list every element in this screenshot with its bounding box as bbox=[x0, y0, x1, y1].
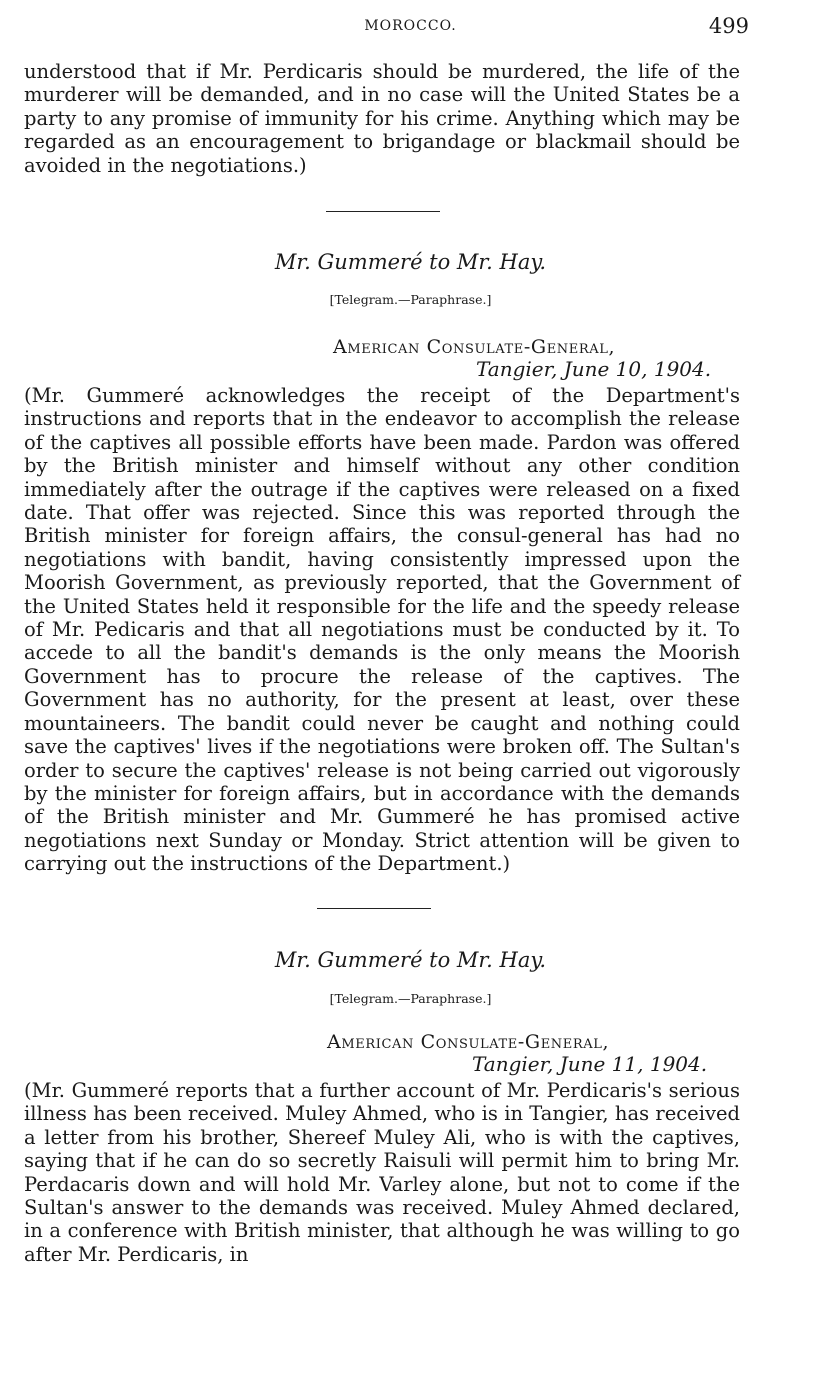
document-dateline: Tangier, June 11, 1904. bbox=[472, 1052, 708, 1076]
document-title: Mr. Gummeré to Mr. Hay. bbox=[274, 250, 547, 274]
document-place: American Consulate-General, bbox=[333, 336, 616, 358]
document-note: [Telegram.—Paraphrase.] bbox=[329, 292, 492, 307]
section-divider bbox=[317, 908, 431, 909]
running-title: MOROCCO. bbox=[364, 18, 457, 34]
section-divider bbox=[326, 211, 440, 212]
running-header bbox=[0, 14, 821, 44]
document-note: [Telegram.—Paraphrase.] bbox=[329, 991, 492, 1006]
document-body: (Mr. Gummeré reports that a further account of Mr. Perdicaris's serious illness has been received. Muley Ahmed, who is in Tangier, has received a letter from his brother, Shereef Muley Ali, who is with the captives, saying that if he can do so secretly Raisuli will permit him to bring Mr. Perdacaris down and will hold Mr. Varley alone, but not to come if the Sultan's answer to the demands was received. Muley Ahmed declared, in a conference with British minister, that although he was willing to go after Mr. Perdicaris, in bbox=[24, 1079, 740, 1266]
document-dateline: Tangier, June 10, 1904. bbox=[476, 357, 712, 381]
document-place: American Consulate-General, bbox=[327, 1031, 610, 1053]
page-number: 499 bbox=[708, 14, 749, 38]
document-body: (Mr. Gummeré acknowledges the receipt of the Department's instructions and reports that in the endeavor to accomplish the release of the captives all possible efforts have been made. Pardon was offered by the British minister and himself without any other condition immediately after the outrage if the captives were released on a fixed date. That offer was rejected. Since this was reported through the British minister for foreign affairs, the consul-general has had no negotiations with bandit, having consistently impressed upon the Moorish Government, as previously reported, that the Government of the United States held it responsible for the life and the speedy release of Mr. Pedicaris and that all negotiations must be conducted by it. To accede to all the bandit's demands is the only means the Moorish Government has to procure the release of the captives. The Government has no authority, for the present at least, over these mountaineers. The bandit could never be caught and nothing could save the captives' lives if the negotiations were broken off. The Sultan's order to secure the captives' release is not being carried out vigorously by the minister for foreign affairs, but in accordance with the demands of the British minister and Mr. Gummeré he has promised active negotiations next Sunday or Monday. Strict attention will be given to carrying out the instructions of the Department.) bbox=[24, 384, 740, 876]
intro-paragraph: understood that if Mr. Perdicaris should be murdered, the life of the murderer will be demanded, and in no case will the United States be a party to any promise of immunity for his crime. Anything which may be regarded as an encouragement to brigandage or blackmail should be avoided in the negotiations.) bbox=[24, 60, 740, 177]
document-title: Mr. Gummeré to Mr. Hay. bbox=[274, 948, 547, 972]
